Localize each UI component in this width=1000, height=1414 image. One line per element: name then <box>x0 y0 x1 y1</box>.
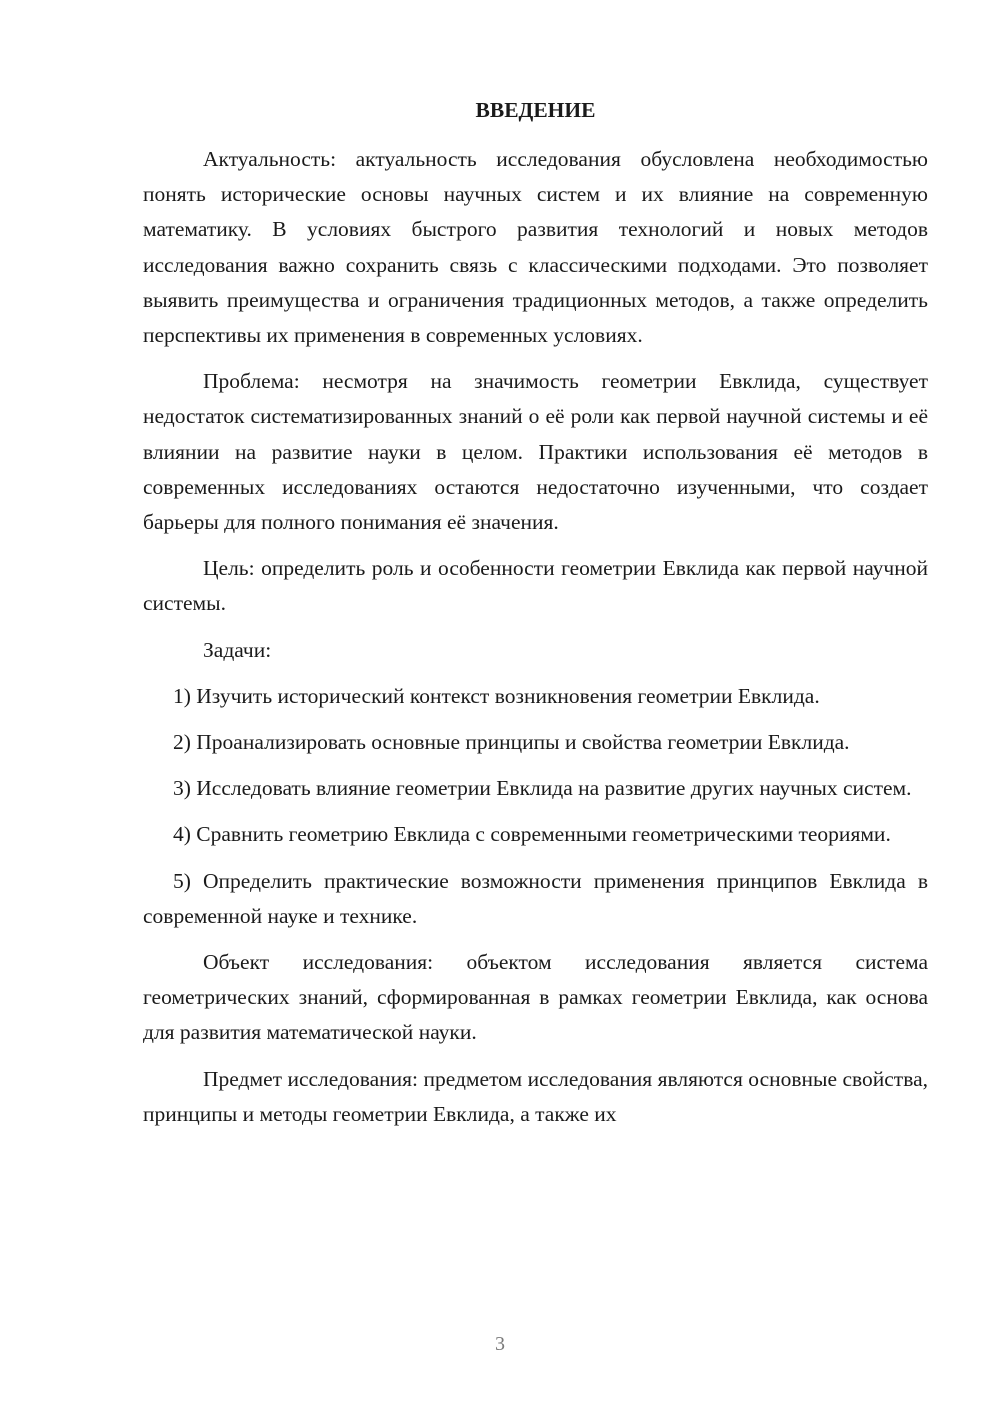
task-item: 5) Определить практические возможности применения принципов Евклида в современной науке и технике. <box>143 868 928 928</box>
problem-paragraph: Проблема: несмотря на значимость геометрии Евклида, существует недостаток систематизированных знаний о её роли как первой научной системы и её влиянии на развитие науки в целом. Практики использования её методов в современных исследованиях остаются недостаточно изученными, что создает барьеры для полного понимания её значения. <box>143 369 928 535</box>
task-item: 3) Исследовать влияние геометрии Евклида на развитие других научных систем. <box>173 776 912 801</box>
subject-paragraph: Предмет исследования: предметом исследования являются основные свойства, принципы и методы геометрии Евклида, а также их <box>143 1066 928 1126</box>
tasks-label: Задачи: <box>203 637 272 662</box>
section-heading: ВВЕДЕНИЕ <box>475 98 596 122</box>
goal-paragraph: Цель: определить роль и особенности геометрии Евклида как первой научной системы. <box>143 556 928 616</box>
page-content <box>143 96 928 1143</box>
task-item: 4) Сравнить геометрию Евклида с современными геометрическими теориями. <box>173 822 891 847</box>
task-item: 2) Проанализировать основные принципы и свойства геометрии Евклида. <box>173 730 850 755</box>
object-paragraph: Объект исследования: объектом исследования является система геометрических знаний, сформированная в рамках геометрии Евклида, как основа для развития математической науки. <box>143 950 928 1045</box>
relevance-paragraph: Актуальность: актуальность исследования обусловлена необходимостью понять исторические основы научных систем и их влияние на современную математику. В условиях быстрого развития технологий и новых методов исследования важно сохранить связь с классическими подходами. Это позволяет выявить преимущества и ограничения традиционных методов, а также определить перспективы их применения в современных условиях. <box>143 147 928 348</box>
task-item: 1) Изучить исторический контекст возникновения геометрии Евклида. <box>173 683 820 708</box>
page-number: 3 <box>495 1333 505 1355</box>
